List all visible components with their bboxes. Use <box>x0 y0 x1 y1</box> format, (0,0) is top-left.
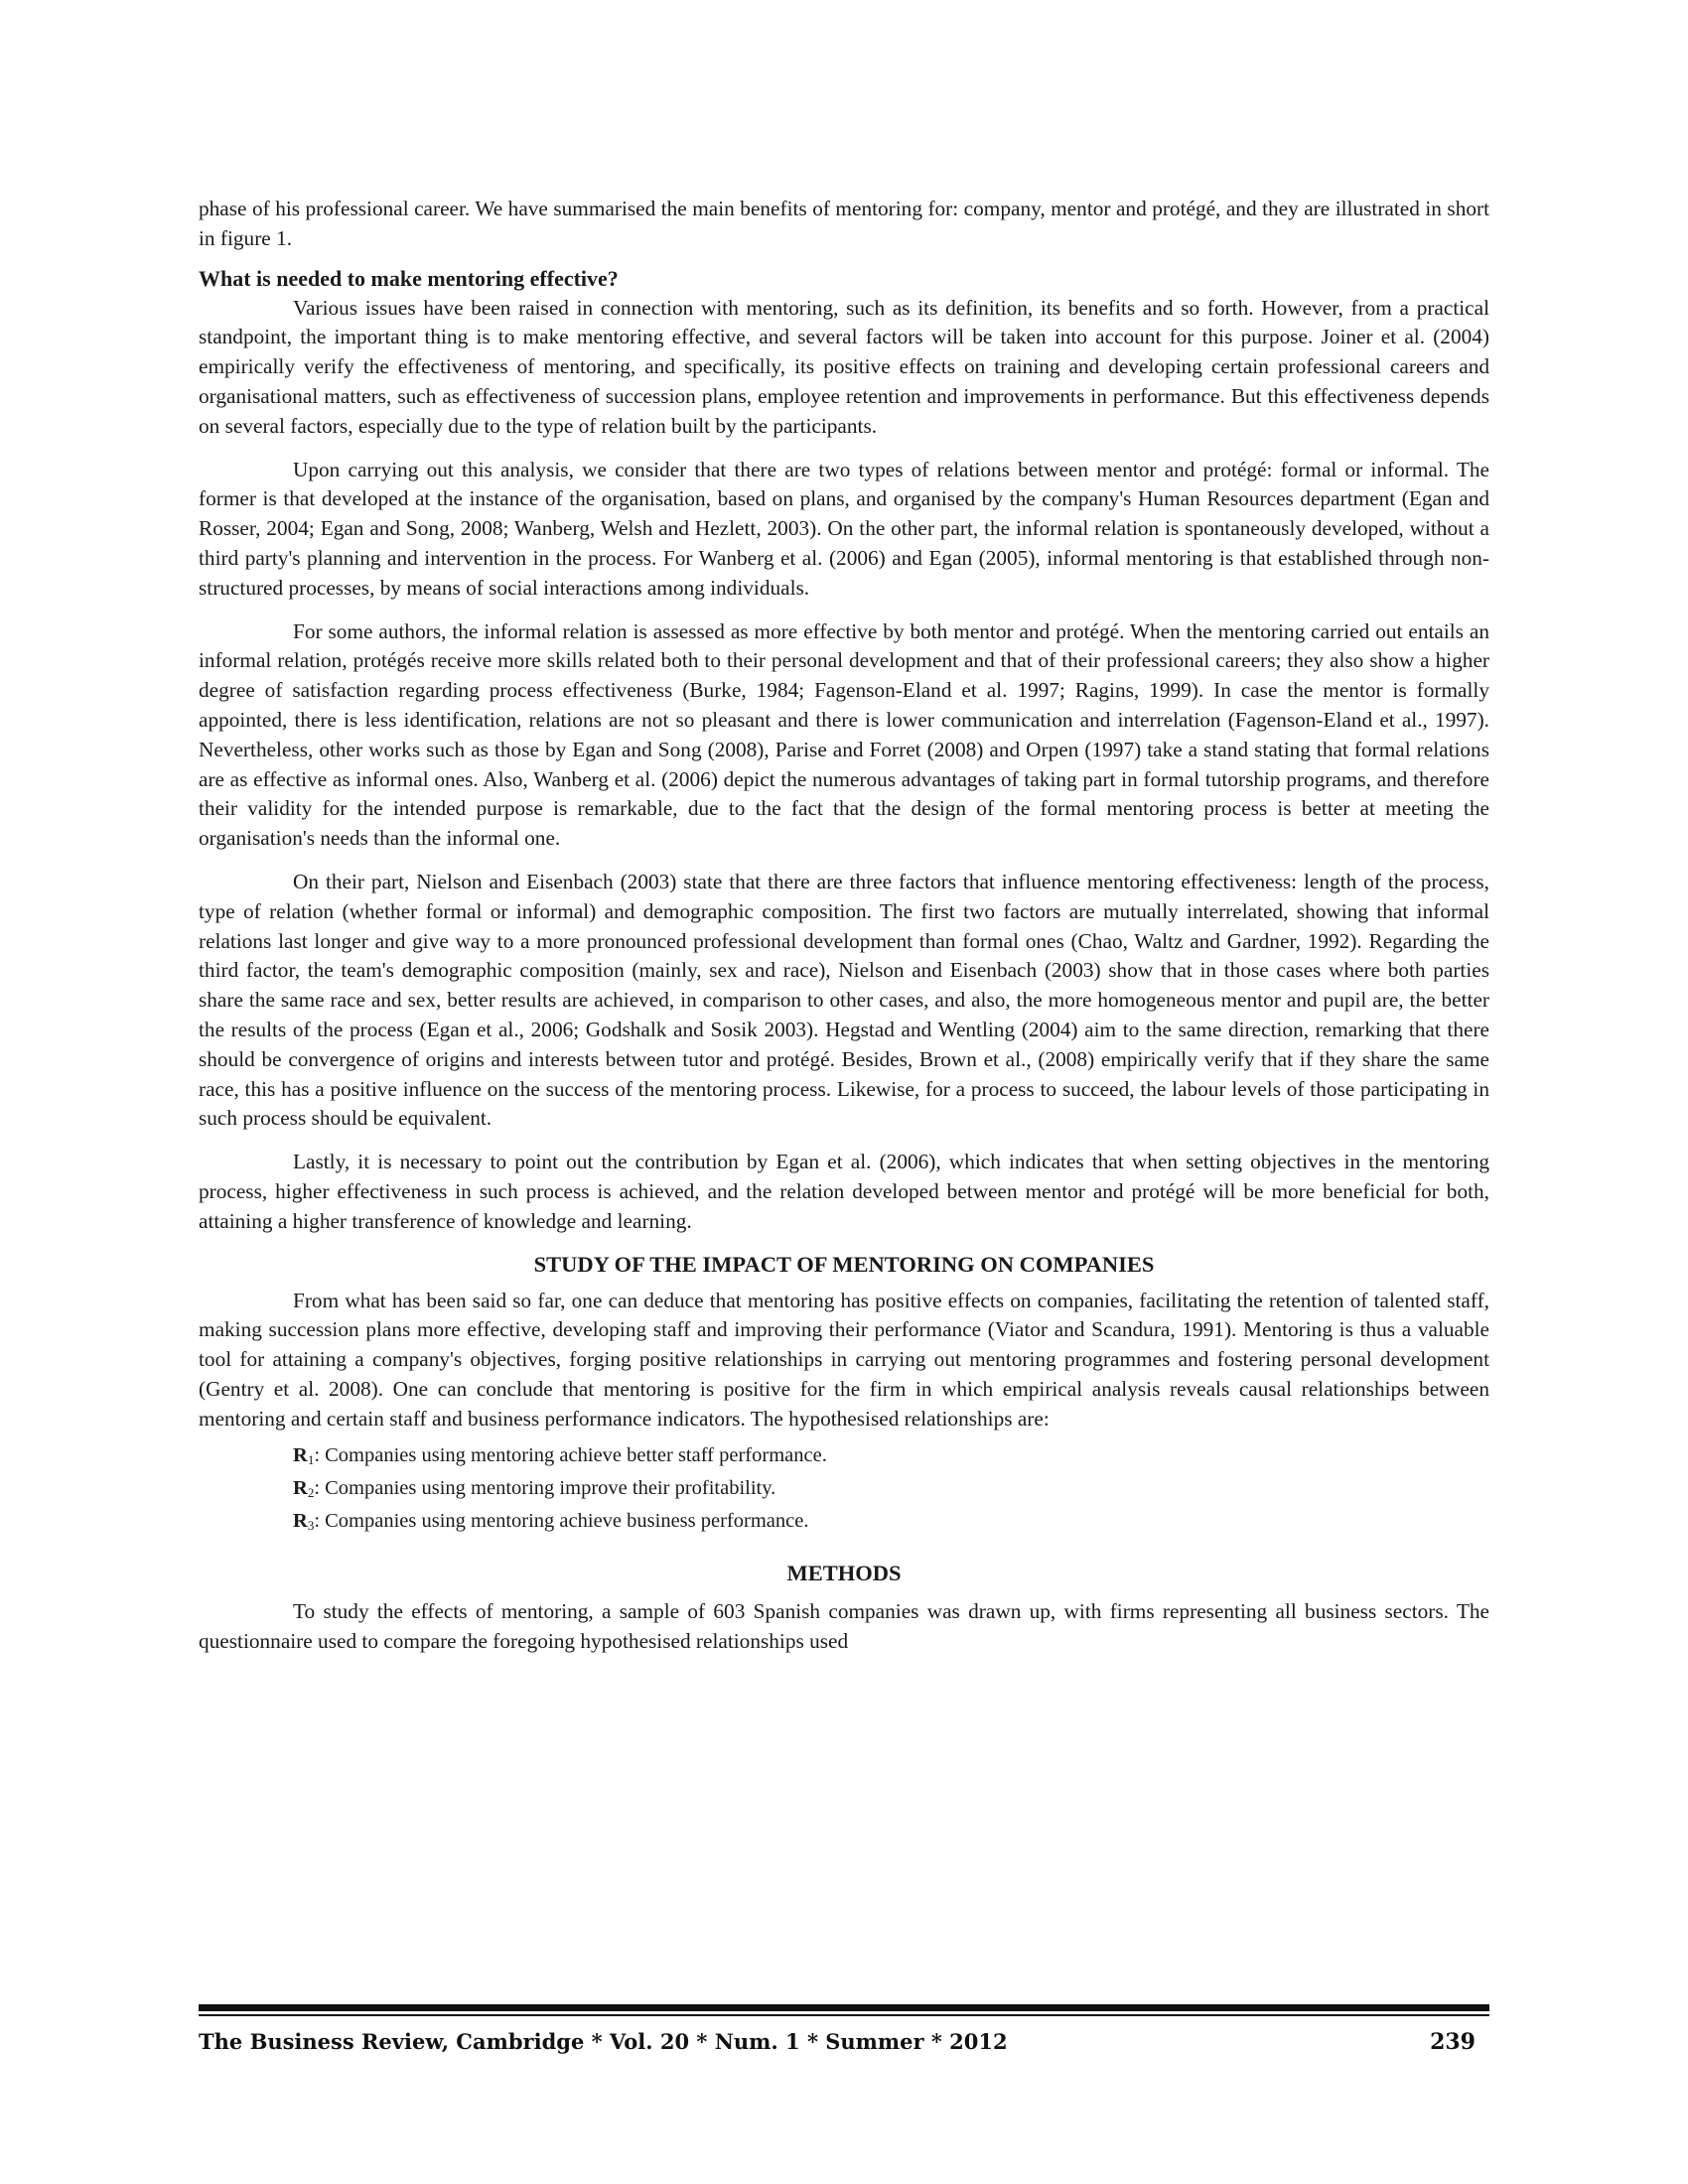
hypothesis-item <box>293 1507 1489 1540</box>
paragraph-continuation: phase of his professional career. We have summarised the main benefits of mentoring for: company, mentor and protégé, and they are illustrated in short in figure 1. <box>199 197 1489 250</box>
paragraph: Various issues have been raised in connection with mentoring, such as its definition, its benefits and so forth. However, from a practical standpoint, the important thing is to make mentoring effective, and several factors will be taken into account for this purpose. Joiner et al. (2004) empirically verify the effectiveness of mentoring, and specifically, its positive effects on training and developing certain professional careers and organisational matters, such as effectiveness of succession plans, employee retention and improvements in performance. But this effectiveness depends on several factors, especially due to the type of relation built by the participants. <box>199 295 1489 438</box>
paragraph: Upon carrying out this analysis, we consider that there are two types of relations between mentor and protégé: formal or informal. The former is that developed at the instance of the organisation, based on plans, and organised by the company's Human Resources department (Egan and Rosser, 2004; Egan and Song, 2008; Wanberg, Welsh and Hezlett, 2003). On the other part, the informal relation is spontaneously developed, without a third party's planning and intervention in the process. For Wanberg et al. (2006) and Egan (2005), informal mentoring is that established through non-structured processes, by means of social interactions among individuals. <box>199 457 1489 600</box>
page-footer <box>199 2029 1489 2063</box>
paragraph: For some authors, the informal relation is assessed as more effective by both mentor and protégé. When the mentoring carried out entails an informal relation, protégés receive more skills related both to their personal development and that of their professional careers; they also show a higher degree of satisfaction regarding process effectiveness (Burke, 1984; Fagenson-Eland et al. 1997; Ragins, 1999). In case the mentor is formally appointed, there is less identification, relations are not so pleasant and there is lower communication and interrelation (Fagenson-Eland et al., 1997). Nevertheless, other works such as those by Egan and Song (2008), Parise and Forret (2008) and Orpen (1997) take a stand stating that formal relations are as effective as informal ones. Also, Wanberg et al. (2006) depict the numerous advantages of taking part in formal tutorship programs, and therefore their validity for the intended purpose is remarkable, due to the fact that the design of the formal mentoring process is better at meeting the organisation's needs than the informal one. <box>199 618 1489 851</box>
hypothesis-letter: R <box>293 1477 308 1500</box>
hypothesis-subscript: 3 <box>307 1518 315 1534</box>
hypothesis-item <box>293 1474 1489 1507</box>
page-number: 239 <box>1430 2029 1476 2055</box>
page-body <box>199 195 1489 1657</box>
hypothesis-letter: R <box>293 1444 308 1467</box>
section-heading: METHODS <box>786 1561 902 1586</box>
hypothesis-text: : Companies using mentoring achieve better staff performance. <box>314 1444 827 1467</box>
hypothesis-text: : Companies using mentoring improve their profitability. <box>314 1477 776 1500</box>
hypothesis-letter: R <box>293 1510 308 1533</box>
hypothesis-subscript: 2 <box>307 1485 315 1501</box>
paragraph: From what has been said so far, one can deduce that mentoring has positive effects on companies, facilitating the retention of talented staff, making succession plans more effective, developing staff and improving their performance (Viator and Scandura, 1991). Mentoring is thus a valuable tool for attaining a company's objectives, forging positive relationships in carrying out mentoring programmes and fostering personal development (Gentry et al. 2008). One can conclude that mentoring is positive for the firm in which empirical analysis reveals causal relationships between mentoring and certain staff and business performance indicators. The hypothesised relationships are: <box>199 1288 1489 1431</box>
footer-rule <box>199 2014 1489 2016</box>
paragraph: On their part, Nielson and Eisenbach (2003) state that there are three factors that influence mentoring effectiveness: length of the process, type of relation (whether formal or informal) and demographic composition. The first two factors are mutually interrelated, showing that informal relations last longer and give way to a more pronounced professional development than formal ones (Chao, Waltz and Gardner, 1992). Regarding the third factor, the team's demographic composition (mainly, sex and race), Nielson and Eisenbach (2003) show that in those cases where both parties share the same race and sex, better results are achieved, in comparison to other cases, and also, the more homogeneous mentor and pupil are, the better the results of the process (Egan et al., 2006; Godshalk and Sosik 2003). Hegstad and Wentling (2004) aim to the same direction, remarking that there should be convergence of origins and interests between tutor and protégé. Besides, Brown et al., (2008) empirically verify that if they share the same race, this has a positive influence on the success of the mentoring process. Likewise, for a process to succeed, the labour levels of those participating in such process should be equivalent. <box>199 869 1489 1131</box>
subheading: What is needed to make mentoring effective? <box>199 265 619 291</box>
hypotheses-list <box>199 1441 1489 1540</box>
hypothesis-item <box>293 1441 1489 1474</box>
section-heading: STUDY OF THE IMPACT OF MENTORING ON COMPANIES <box>533 1251 1155 1277</box>
hypothesis-subscript: 1 <box>307 1452 315 1468</box>
paragraph: To study the effects of mentoring, a sample of 603 Spanish companies was drawn up, with firms representing all business sectors. The questionnaire used to compare the foregoing hypothesised relationships used <box>199 1599 1489 1654</box>
paragraph: Lastly, it is necessary to point out the contribution by Egan et al. (2006), which indicates that when setting objectives in the mentoring process, higher effectiveness in such process is achieved, and the relation developed between mentor and protégé will be more beneficial for both, attaining a higher transference of knowledge and learning. <box>199 1150 1489 1233</box>
footer-rule <box>199 2004 1489 2011</box>
journal-citation: The Business Review, Cambridge * Vol. 20 * Num. 1 * Summer * 2012 <box>199 2029 1008 2054</box>
hypothesis-text: : Companies using mentoring achieve business performance. <box>314 1510 809 1533</box>
